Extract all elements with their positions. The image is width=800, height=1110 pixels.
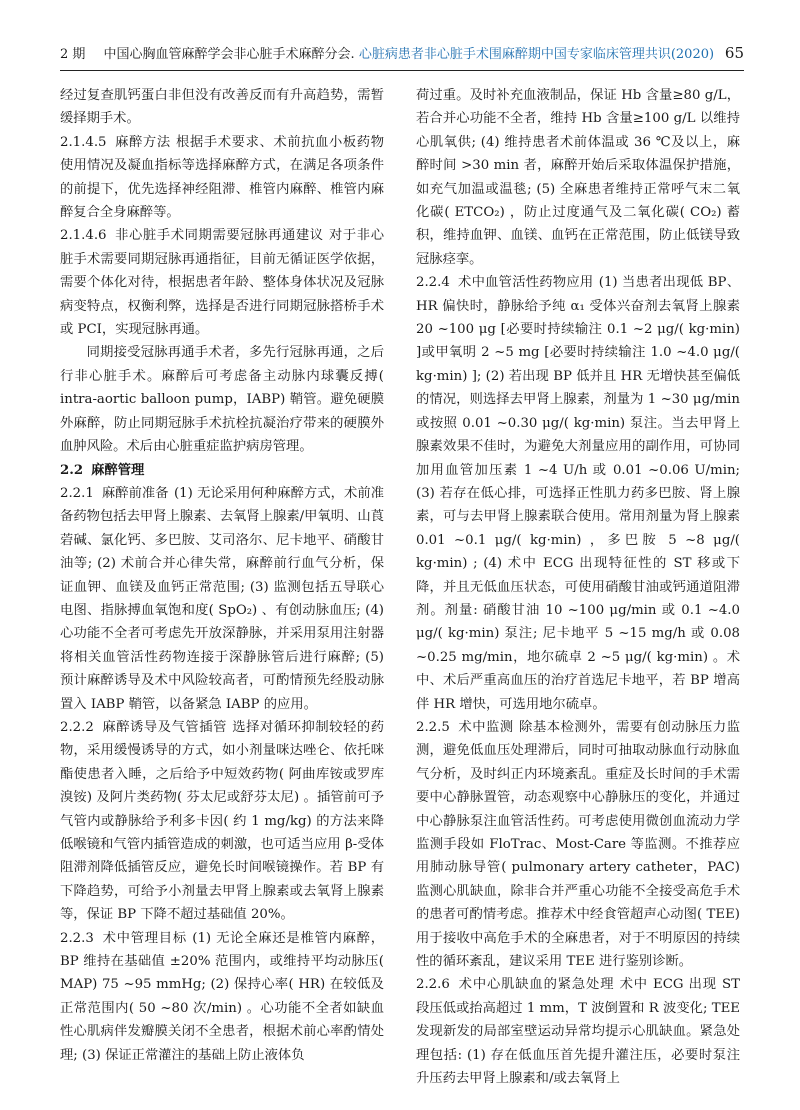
paragraph-text: (1) 无论采用何种麻醉方式，术前准备药物包括去甲肾上腺素、去氧肾上腺素/甲氧明、山莨菪碱、氯化钙、多巴胺、艾司洛尔、尼卡地平、硝酸甘油等; (2) 术前合并心律失常，麻醉前行血气分析，保证血钾、血镁及血钙正常范围; (3) 监测包括五导联心电图、指脉搏血氧饱和度( SpO₂) 、有创动脉血压; (4) 心功能不全者可考虑先开放深静脉，并采用泵用注射器将相关血管活性药物连接于深静脉管后进行麻醉; (5) 预计麻醉诱导及术中风险较高者，可酌情预先经股动脉置入 IABP 鞘管，以备紧急 IABP 的应用。 (60, 485, 385, 712)
paragraph-text: 根据手术要求、术前抗血小板药物使用情况及凝血指标等选择麻醉方式，在满足各项条件的前提下，优先选择神经阻滞、椎管内麻醉、椎管内麻醉复合全身麻醉等。 (60, 134, 385, 221)
subsection-title: 术中管理目标 (101, 930, 187, 946)
section-title: 麻醉管理 (91, 462, 145, 478)
subsection-number: 2.1.4.6 (60, 228, 107, 244)
body-paragraph: 经过复查肌钙蛋白非但没有改善反而有升高趋势，需暂缓择期手术。 (60, 88, 384, 127)
paragraph-text: 术中 ECG 出现 ST 段压低或抬高超过 1 mm，T 波倒置和 R 波变化; TEE 发现新发的局部室壁运动异常均提示心肌缺血。紧急处理包括: (1) 存在低血压首先提升灌注压，必要时泵注升压药去甲肾上腺素和/或去氧肾上 (416, 977, 740, 1087)
body-paragraph: 同期接受冠脉再通手术者，多先行冠脉再通，之后行非心脏手术。麻醉后可考虑备主动脉内球囊反搏( intra-aortic balloon pump，IABP) 鞘管。避免硬膜外麻醉，防止同期冠脉手术抗栓抗凝治疗带来的硬膜外血肿风险。术后由心脏重症监护病房管理。 (60, 345, 384, 455)
subsection-number: 2.2.2 (60, 719, 94, 735)
section-heading (60, 459, 384, 482)
paragraph-text: 对于非心脏手术需要同期冠脉再通指征，目前无循证医学依据，需要个体化对待，根据患者年龄、整体身体状况及冠脉病变特点，权衡利弊，选择是否进行同期冠脉搭桥手术或 PCI，实现冠脉再通。 (60, 228, 385, 338)
right-column (416, 84, 740, 1090)
subsection-title: 术中血管活性药物应用 (457, 275, 594, 291)
subsection-number: 2.2.1 (60, 485, 94, 501)
subsection-paragraph (416, 973, 740, 1090)
subsection-title: 麻醉方法 (114, 134, 171, 150)
subsection-paragraph (416, 271, 740, 716)
issue-number: 2 期 (60, 47, 86, 62)
subsection-number: 2.2.5 (416, 719, 450, 735)
subsection-paragraph (60, 716, 384, 927)
subsection-title: 术中心肌缺血的紧急处理 (457, 977, 615, 993)
paragraph-text: (1) 无论全麻还是椎管内麻醉，BP 维持在基础值 ±20% 范围内，或维持平均动脉压( MAP) 75 ~95 mmHg; (2) 保持心率( HR) 在较低及正常范围内( 50 ~80 次/min) 。心功能不全者如缺血性心肌病伴发瓣膜关闭不全患者，根据术前心率酌情处理; (3) 保证正常灌注的基础上防止液体负 (60, 930, 385, 1063)
paragraph-text: (1) 当患者出现低 BP、HR 偏快时，静脉给予纯 α₁ 受体兴奋剂去氧肾上腺素 20 ~100 μg [必要时持续输注 0.1 ~2 μg/( kg·min) ]或甲氧明 2 ~5 mg [必要时持续输注 1.0 ~4.0 μg/( kg·min) ]; (2) 若出现 BP 低并且 HR 无增快甚至偏低的情况，则选择去甲肾上腺素，剂量为 1 ~30 μg/min 或按照 0.01 ~0.30 μg/( kg·min) 泵注。当去甲肾上腺素效果不佳时，为避免大剂量应用的副作用，可协同加用血管加压素 1 ~4 U/h 或 0.01 ~0.06 U/min; (3) 若存在低心排，可选择正性肌力药多巴胺、肾上腺素，可与去甲肾上腺素联合使用。常用剂量为肾上腺素 0.01 ~0.1 μg/( kg·min) ，多巴胺 5 ~8 μg/( kg·min) ; (4) 术中 ECG 出现特征性的 ST 移或下降，并且无低血压状态，可使用硝酸甘油或钙通道阻滞剂。剂量: 硝酸甘油 10 ~100 μg/min 或 0.1 ~4.0 μg/( kg·min) 泵注; 尼卡地平 5 ~15 mg/h 或 0.08 ~0.25 mg/min，地尔硫卓 2 ~5 μg/( kg·min) 。术中、术后严重高血压的治疗首选尼卡地平，若 BP 增高伴 HR 增快，可选用地尔硫卓。 (416, 275, 741, 712)
subsection-number: 2.2.3 (60, 930, 94, 946)
subsection-paragraph (60, 224, 384, 341)
subsection-paragraph (60, 927, 384, 1067)
subsection-number: 2.2.6 (416, 977, 450, 993)
header-article-title: 心脏病患者非心脏手术围麻醉期中国专家临床管理共识(2020) (358, 47, 715, 62)
subsection-paragraph (60, 131, 384, 225)
subsection-paragraph (416, 716, 740, 973)
subsection-title: 非心脏手术同期需要冠脉再通建议 (114, 228, 324, 244)
page-number: 65 (724, 44, 744, 62)
header-authors: 中国心胸血管麻醉学会非心脏手术麻醉分会. (103, 47, 355, 62)
subsection-number: 2.2.4 (416, 275, 450, 291)
subsection-paragraph (60, 482, 384, 716)
paragraph-text: 选择对循环抑制较轻的药物，采用缓慢诱导的方式，如小剂量咪达唑仑、依托咪酯使患者入睡，之后给予中短效药物( 阿曲库铵或罗库溴铵) 及阿片类药物( 芬太尼或舒芬太尼) 。插管前可予气管内或静脉给予利多卡因( 约 1 mg/kg) 的方法来降低喉镜和气管内插管造成的刺激，也可适当应用 β-受体阻滞剂降低插管反应，避免长时间喉镜操作。若 BP 有下降趋势，可给予小剂量去甲肾上腺素或去氧肾上腺素等，保证 BP 下降不超过基础值 20%。 (60, 719, 384, 923)
paragraph-text: 除基本检测外，需要有创动脉压力监测，避免低血压处理滞后，同时可抽取动脉血行动脉血气分析，及时纠正内环境紊乱。重症及长时间的手术需要中心静脉置管，动态观察中心静脉压的变化，并通过中心静脉泵注血管活性药。可考虑使用微创血流动力学监测手段如 FloTrac、Most-Care 等监测。不推荐应用肺动脉导管( pulmonary artery catheter，PAC) 监测心肌缺血，除非合并严重心功能不全接受高危手术的患者可酌情考虑。推荐术中经食管超声心动图( TEE) 用于接收中高危手术的全麻患者，对于不明原因的持续性的循环紊乱，建议采用 TEE 进行鉴别诊断。 (416, 719, 740, 970)
section-number: 2.2 (60, 462, 84, 478)
subsection-title: 麻醉诱导及气管插管 (101, 719, 227, 735)
subsection-title: 麻醉前准备 (101, 485, 169, 501)
body-paragraph: 荷过重。及时补充血液制品，保证 Hb 含量≥80 g/L，若合并心功能不全者，维持 Hb 含量≥100 g/L 以维持心肌氧供; (4) 维持患者术前体温或 36 ℃及以上，麻醉时间 >30 min 者，麻醉开始后采取体温保护措施，如充气加温或温毯; (5) 全麻患者维持正常呼气末二氧化碳( ETCO₂) ，防止过度通气及二氧化碳( CO₂) 蓄积，维持血钾、血镁、血钙在正常范围，防止低镁导致冠脉痉挛。 (416, 88, 740, 267)
subsection-number: 2.1.4.5 (60, 134, 107, 150)
running-header (60, 44, 744, 71)
header-left (60, 46, 714, 64)
left-column (60, 84, 384, 1067)
subsection-title: 术中监测 (457, 719, 514, 735)
